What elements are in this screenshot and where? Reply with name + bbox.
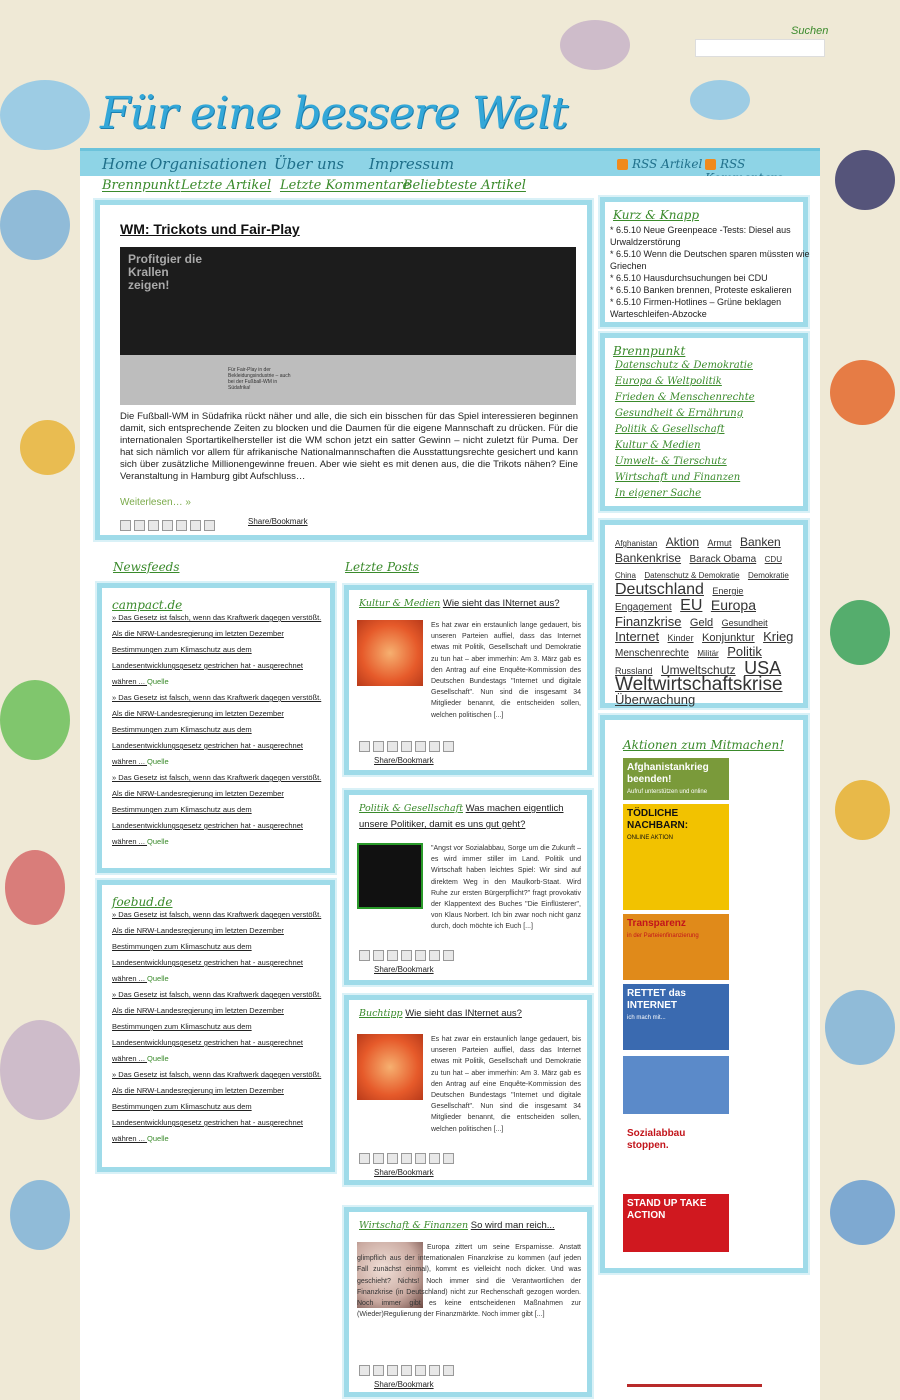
- tag-link[interactable]: Datenschutz & Demokratie: [644, 571, 740, 580]
- digg-icon[interactable]: [401, 741, 412, 752]
- banner-subtext: ONLINE AKTION: [627, 835, 674, 841]
- post-text: Es hat zwar ein erstaunlich lange gedauert, bis unseren Parteien auffiel, dass das Internet etwas mit Politik, Gesellschaft und Demokratie zu tun hat – aber immerhin: Am 3. März gab es den Antrag auf eine Enquête-Kommission des Deutschen Bundestags "Internet und digitale Gesellschaft". Nun sind die insgesamt 34 Mitglieder benannt, die entscheiden sollen, welchen politischen [...]: [431, 1036, 581, 1133]
- banner-subtext: Aufruf unterstützen und online: [627, 789, 708, 795]
- feed-item-link[interactable]: » Das Gesetz ist falsch, wenn das Kraftwerk dagegen verstößt. Als die NRW-Landesregierung im letzten Dezember Bestimmungen zum Klimaschutz aus dem Landesentwicklungsgesetz gestrichen hat - ausgerechnet währen ...: [112, 910, 322, 983]
- list-item: [112, 610, 322, 690]
- share-bookmark-link[interactable]: Share/Bookmark: [374, 756, 434, 765]
- main-nav: [80, 148, 820, 176]
- share-icons: [359, 738, 457, 756]
- search-link[interactable]: Suchen: [791, 25, 829, 37]
- post-text: "Angst vor Sozialabbau, Sorge um die Zukunft – es wird immer stiller im Land. Politik und Wirtschaft haben leichtes Spiel: Wir sind auf direktem Weg in den Maulkorb-Staat. Wird Ruhe zur ersten Bürgerpflicht?" fragt provokativ der Klappentext des Buches "Die Einflüsterer", von Klaus Norbert. Ich bin zwar noch nicht ganz durch, doch möchte ich Euch [...]: [431, 845, 581, 931]
- twitter-icon[interactable]: [359, 1365, 370, 1376]
- post-box: [344, 585, 592, 775]
- share-bookmark-link[interactable]: Share/Bookmark: [248, 517, 308, 526]
- nav-impressum[interactable]: Impressum: [369, 155, 455, 173]
- tag-link[interactable]: Konjunktur: [702, 632, 755, 644]
- digg-icon[interactable]: [162, 520, 173, 531]
- bookmark-icon[interactable]: [443, 741, 454, 752]
- share-icons: [359, 1150, 457, 1168]
- share-bookmark-link[interactable]: Share/Bookmark: [374, 1168, 434, 1177]
- banner-label: Afghanistankrieg beenden!: [627, 762, 709, 785]
- myspace-icon[interactable]: [429, 1153, 440, 1164]
- action-banner[interactable]: [623, 984, 729, 1050]
- feed-source-link[interactable]: Quelle: [147, 677, 169, 686]
- twitter-icon[interactable]: [359, 950, 370, 961]
- feed-list: [112, 610, 322, 850]
- tag-link[interactable]: Krieg: [763, 629, 794, 644]
- facebook-icon[interactable]: [373, 1153, 384, 1164]
- categories-title: Brennpunkt: [613, 344, 686, 358]
- feed-item-link[interactable]: » Das Gesetz ist falsch, wenn das Kraftwerk dagegen verstößt. Als die NRW-Landesregierung im letzten Dezember Bestimmungen zum Klimaschutz aus dem Landesentwicklungsgesetz gestrichen hat - ausgerechnet währen ...: [112, 990, 322, 1063]
- post-box: [344, 1207, 592, 1397]
- feed-box-campact: [97, 583, 335, 873]
- subnav-letzte-artikel[interactable]: Letzte Artikel: [181, 178, 272, 193]
- news-item[interactable]: * 6.5.10 Banken brennen, Proteste eskalieren: [610, 285, 792, 295]
- rss-articles-link[interactable]: RSS Artikel: [617, 157, 702, 171]
- decorative-line: [627, 1384, 762, 1387]
- tag-cloud-box: [600, 520, 808, 708]
- post-text: Es hat zwar ein erstaunlich lange gedauert, bis unseren Parteien auffiel, dass das Internet etwas mit Politik, Gesellschaft und Demokratie zu tun hat – aber immerhin: Am 3. März gab es den Antrag auf eine Enquête-Kommission des Deutschen Bundestags "Internet und digitale Gesellschaft". Nun sind die insgesamt 34 Mitglieder benannt, die entscheiden sollen, welchen politischen [...]: [431, 622, 581, 719]
- twitter-icon[interactable]: [120, 520, 131, 531]
- share-icons: [359, 1362, 457, 1380]
- read-more-link[interactable]: Weiterlesen… »: [120, 497, 191, 508]
- news-item[interactable]: * 6.5.10 Hausdurchsuchungen bei CDU: [610, 273, 768, 283]
- google-icon[interactable]: [415, 1365, 426, 1376]
- latest-posts-heading: Letzte Posts: [345, 560, 419, 574]
- bookmark-icon[interactable]: [204, 520, 215, 531]
- myspace-icon[interactable]: [429, 1365, 440, 1376]
- categories-box: [600, 333, 808, 511]
- action-banner[interactable]: [623, 1194, 729, 1252]
- tag-link[interactable]: Armut: [707, 538, 732, 548]
- site-title[interactable]: Für eine bessere Welt: [100, 88, 568, 139]
- category-link[interactable]: Umwelt- & Tierschutz: [615, 456, 727, 467]
- digg-icon[interactable]: [401, 1153, 412, 1164]
- delicious-icon[interactable]: [387, 1153, 398, 1164]
- kurz-knapp-box: [600, 197, 808, 327]
- feed-box-foebud: [97, 880, 335, 1172]
- action-banner[interactable]: [623, 914, 729, 980]
- post-title[interactable]: Was machen eigentlich unsere Politiker, damit es uns gut geht?: [359, 803, 564, 830]
- nav-organisationen[interactable]: Organisationen: [150, 155, 268, 173]
- list-item: [112, 770, 322, 850]
- delicious-icon[interactable]: [387, 741, 398, 752]
- tag-link[interactable]: Politik: [727, 644, 762, 659]
- banner-label: RETTET das INTERNET: [627, 988, 686, 1011]
- news-item[interactable]: * 6.5.10 Neue Greenpeace -Tests: Diesel aus Urwaldzerstörung: [610, 225, 791, 247]
- myspace-icon[interactable]: [190, 520, 201, 531]
- kurz-knapp-list: [610, 224, 810, 320]
- feed-source[interactable]: foebud.de: [112, 895, 173, 909]
- google-icon[interactable]: [176, 520, 187, 531]
- featured-image-text: Profitgier die Krallen zeigen!: [128, 252, 203, 292]
- featured-image-small-text: Für Fair-Play in der Bekleidungsindustrie – auch bei der Fußball-WM in Südafrika!: [228, 367, 291, 391]
- tag-cloud: [615, 535, 800, 707]
- category-link[interactable]: Europa & Weltpolitik: [615, 376, 722, 387]
- myspace-icon[interactable]: [429, 741, 440, 752]
- post-category[interactable]: Kultur & Medien: [359, 598, 441, 609]
- tag-link[interactable]: EU: [680, 597, 703, 614]
- list-item: [112, 1067, 322, 1147]
- post-image[interactable]: [357, 843, 423, 909]
- post-text: Europa zittert um seine Ersparnisse. Anstatt glimpflich aus der internationalen Finanzkrise zu kommen (auf jeden Fall zunächst einmal), kommt es vielleicht noch dicker. Und was geschieht? Nichts! Noch immer sind die Verantwortlichen der Finanzkrise (in Deutschland) nicht zur Rechenschaft gezogen worden. Noch immer gibt es keine entscheidenen Maßnahmen zur (Wieder)Regulierung der Finanzmärkte. Noch immer gibt [...]: [357, 1244, 581, 1319]
- digg-icon[interactable]: [401, 950, 412, 961]
- featured-image[interactable]: [120, 247, 576, 405]
- category-link[interactable]: Frieden & Menschenrechte: [615, 392, 755, 403]
- post-heading: [359, 1218, 589, 1234]
- myspace-icon[interactable]: [429, 950, 440, 961]
- delicious-icon[interactable]: [387, 950, 398, 961]
- list-item: [112, 987, 322, 1067]
- post-heading: [359, 1006, 589, 1022]
- facebook-icon[interactable]: [373, 1365, 384, 1376]
- post-title[interactable]: Wie sieht das INternet aus?: [405, 1008, 522, 1019]
- tag-link[interactable]: CDU: [764, 555, 782, 564]
- feed-item-link[interactable]: » Das Gesetz ist falsch, wenn das Kraftwerk dagegen verstößt. Als die NRW-Landesregierung im letzten Dezember Bestimmungen zum Klimaschutz aus dem Landesentwicklungsgesetz gestrichen hat - ausgerechnet währen ...: [112, 693, 322, 766]
- post-heading: [359, 801, 589, 833]
- post-image[interactable]: [357, 620, 423, 686]
- post-category[interactable]: Politik & Gesellschaft: [359, 803, 464, 814]
- feed-item-link[interactable]: » Das Gesetz ist falsch, wenn das Kraftwerk dagegen verstößt. Als die NRW-Landesregierung im letzten Dezember Bestimmungen zum Klimaschutz aus dem Landesentwicklungsgesetz gestrichen hat - ausgerechnet währen ...: [112, 773, 322, 846]
- subnav-beliebteste-artikel[interactable]: Beliebteste Artikel: [403, 178, 526, 193]
- tag-link[interactable]: Überwachung: [615, 692, 696, 707]
- tag-link[interactable]: Militär: [697, 649, 719, 658]
- feed-source[interactable]: campact.de: [112, 598, 183, 612]
- post-box: [344, 995, 592, 1185]
- featured-title[interactable]: WM: Trickots und Fair-Play: [120, 221, 300, 237]
- tag-link[interactable]: Banken: [740, 535, 781, 549]
- tag-link[interactable]: Umweltschutz: [660, 663, 736, 677]
- tag-link[interactable]: Deutschland: [615, 581, 704, 598]
- tag-link[interactable]: Engagement: [615, 602, 672, 613]
- feed-source-link[interactable]: Quelle: [147, 974, 169, 983]
- tag-link[interactable]: USA: [744, 658, 782, 678]
- post-category[interactable]: Wirtschaft & Finanzen: [359, 1220, 469, 1231]
- rss-icon: [617, 159, 628, 170]
- share-icons: [359, 947, 457, 965]
- tag-link[interactable]: Geld: [689, 617, 714, 629]
- tag-link[interactable]: Energie: [712, 586, 744, 596]
- twitter-icon[interactable]: [359, 1153, 370, 1164]
- list-item: [112, 690, 322, 770]
- feed-source-link[interactable]: Quelle: [147, 1054, 169, 1063]
- tag-link[interactable]: Finanzkrise: [615, 614, 682, 629]
- nav-ueber-uns[interactable]: Über uns: [274, 155, 345, 173]
- facebook-icon[interactable]: [134, 520, 145, 531]
- post-category[interactable]: Buchtipp: [359, 1008, 403, 1019]
- nav-home[interactable]: Home: [102, 155, 148, 173]
- tag-link[interactable]: Bankenkrise: [615, 551, 682, 565]
- tag-link[interactable]: Aktion: [665, 535, 700, 549]
- post-heading: [359, 596, 589, 612]
- bookmark-icon[interactable]: [443, 1153, 454, 1164]
- feed-item-link[interactable]: » Das Gesetz ist falsch, wenn das Kraftwerk dagegen verstößt. Als die NRW-Landesregierung im letzten Dezember Bestimmungen zum Klimaschutz aus dem Landesentwicklungsgesetz gestrichen hat - ausgerechnet währen ...: [112, 1070, 322, 1143]
- share-bookmark-link[interactable]: Share/Bookmark: [374, 1380, 434, 1389]
- delicious-icon[interactable]: [387, 1365, 398, 1376]
- facebook-icon[interactable]: [373, 950, 384, 961]
- news-item[interactable]: * 6.5.10 Firmen-Hotlines – Grüne beklagen Warteschleifen-Abzocke: [610, 297, 782, 319]
- google-icon[interactable]: [415, 1153, 426, 1164]
- share-bookmark-link[interactable]: Share/Bookmark: [374, 965, 434, 974]
- banner-label: TÖDLICHE NACHBARN:: [627, 808, 689, 831]
- subnav-brennpunkt[interactable]: Brennpunkt: [102, 178, 181, 193]
- search-input[interactable]: [695, 39, 825, 57]
- feed-item-link[interactable]: » Das Gesetz ist falsch, wenn das Kraftwerk dagegen verstößt. Als die NRW-Landesregierung im letzten Dezember Bestimmungen zum Klimaschutz aus dem Landesentwicklungsgesetz gestrichen hat - ausgerechnet währen ...: [112, 613, 322, 686]
- feed-source-link[interactable]: Quelle: [147, 757, 169, 766]
- banner-label: STAND UP TAKE ACTION: [627, 1198, 707, 1221]
- feed-list: [112, 907, 322, 1147]
- action-banner[interactable]: [623, 804, 729, 910]
- actions-title: Aktionen zum Mitmachen!: [623, 738, 785, 752]
- facebook-icon[interactable]: [373, 741, 384, 752]
- banner-label: Transparenz: [627, 918, 686, 929]
- twitter-icon[interactable]: [359, 741, 370, 752]
- tag-link[interactable]: Russland: [615, 666, 653, 676]
- category-link[interactable]: Kultur & Medien: [615, 440, 701, 451]
- tag-link[interactable]: Weltwirtschaftskrise: [615, 674, 783, 695]
- category-link[interactable]: Politik & Gesellschaft: [615, 424, 725, 435]
- bookmark-icon[interactable]: [443, 1365, 454, 1376]
- action-banner[interactable]: [623, 1124, 729, 1186]
- delicious-icon[interactable]: [148, 520, 159, 531]
- tag-link[interactable]: China: [615, 571, 636, 580]
- tag-link[interactable]: Afghanistan: [615, 539, 658, 548]
- tag-link[interactable]: Barack Obama: [689, 554, 757, 565]
- tag-link[interactable]: Kinder: [667, 633, 694, 643]
- category-link[interactable]: Wirtschaft und Finanzen: [615, 472, 741, 483]
- action-banner[interactable]: [623, 758, 729, 800]
- digg-icon[interactable]: [401, 1365, 412, 1376]
- subnav-letzte-kommentare[interactable]: Letzte Kommentare: [280, 178, 411, 193]
- post-title[interactable]: Wie sieht das INternet aus?: [442, 598, 560, 609]
- newsfeeds-heading: Newsfeeds: [113, 560, 180, 574]
- banner-subtext: ich mach mit...: [627, 1015, 666, 1021]
- kurz-knapp-title: Kurz & Knapp: [613, 208, 700, 222]
- post-title[interactable]: So wird man reich...: [470, 1220, 555, 1231]
- feed-source-link[interactable]: Quelle: [147, 1134, 169, 1143]
- feed-source-link[interactable]: Quelle: [147, 837, 169, 846]
- share-icons: [120, 517, 218, 535]
- sub-nav: [80, 176, 820, 196]
- list-item: [112, 907, 322, 987]
- tag-link[interactable]: Gesundheit: [721, 618, 768, 628]
- category-link[interactable]: Gesundheit & Ernährung: [615, 408, 744, 419]
- actions-box: [600, 715, 808, 1273]
- rss-comments-link[interactable]: RSS: [705, 157, 820, 185]
- tag-link[interactable]: Europa: [710, 597, 757, 613]
- bookmark-icon[interactable]: [443, 950, 454, 961]
- news-item[interactable]: * 6.5.10 Wenn die Deutschen sparen müssten wie Griechen: [610, 249, 810, 271]
- category-list: [615, 358, 755, 502]
- google-icon[interactable]: [415, 741, 426, 752]
- featured-text: Die Fußball-WM in Südafrika rückt näher und alle, die sich ein bisschen für das Spiel interessieren beginnen damit, sich entsprechende Zeiten zu blocken und die Daumen für die eigene Mannschaft zu drücken. Für die internationalen Sportartikelhersteller ist die WM schon jetzt ein satter Gewinn – nicht zuletzt für Puma. Der hat sich nämlich vor allem für afrikanische Nationalmannschaften die Ausstattungsrechte gesichert und kann sich über zusätzliche Millionengewinne freuen. Aber wie sieht es mit denen aus, die die Trikots nähen? Eine Veranstaltung in Hamburg gibt Aufschluss…: [120, 411, 578, 482]
- action-banner[interactable]: [623, 1056, 729, 1114]
- rss-icon: [705, 159, 716, 170]
- banner-subtext: in der Parteienfinanzierung: [627, 933, 699, 939]
- banner-label: Sozialabbau stoppen.: [627, 1128, 686, 1151]
- tag-link[interactable]: Internet: [615, 629, 660, 644]
- google-icon[interactable]: [415, 950, 426, 961]
- category-link[interactable]: Datenschutz & Demokratie: [615, 360, 753, 371]
- tag-link[interactable]: Demokratie: [747, 571, 789, 580]
- category-link[interactable]: In eigener Sache: [615, 488, 702, 499]
- post-image[interactable]: [357, 1034, 423, 1100]
- featured-article: [95, 200, 592, 540]
- post-box: [344, 790, 592, 985]
- tag-link[interactable]: Menschenrechte: [615, 648, 689, 659]
